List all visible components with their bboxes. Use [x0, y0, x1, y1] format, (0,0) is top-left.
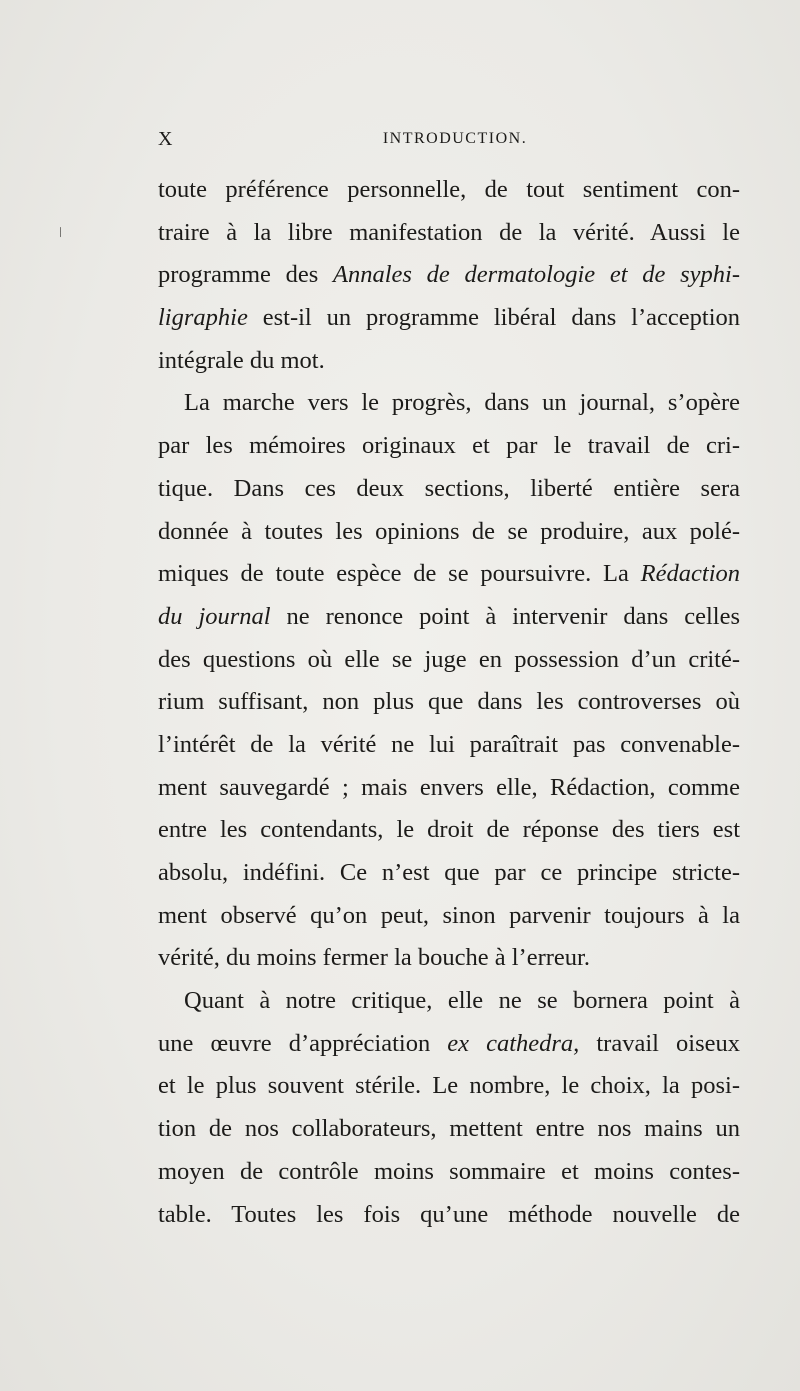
text-line: une œuvre d’appréciation ex cathedra, travail oiseux: [158, 1029, 740, 1057]
text-line: La marche vers le progrès, dans un journal, s’opère: [184, 389, 740, 417]
text-line: traire à la libre manifestation de la vérité. Aussi le: [158, 218, 740, 246]
text-line: toute préférence personnelle, de tout sentiment con-: [158, 176, 740, 203]
text-line: ment sauvegardé ; mais envers elle, Rédaction, comme: [158, 773, 740, 801]
italic-term: Rédaction: [640, 560, 740, 588]
text-line: ment observé qu’on peut, sinon parvenir toujours à la: [158, 901, 740, 929]
pencil-mark: /: [56, 225, 66, 241]
text-line: ligraphie est-il un programme libéral dans l’acception: [158, 304, 740, 332]
text-line: Quant à notre critique, elle ne se bornera point à: [184, 987, 740, 1015]
page-number: X: [158, 128, 174, 150]
text-line: des questions où elle se juge en possession d’un crité-: [158, 645, 740, 673]
text-line: tion de nos collaborateurs, mettent entre nos mains un: [158, 1115, 740, 1143]
italic-title: ligraphie: [158, 304, 248, 332]
text-line: intégrale du mot.: [158, 346, 325, 374]
text-line: moyen de contrôle moins sommaire et moins contes-: [158, 1157, 740, 1185]
running-title: INTRODUCTION.: [382, 130, 528, 147]
text-line: donnée à toutes les opinions de se produire, aux polé-: [158, 517, 740, 545]
text-line: vérité, du moins fermer la bouche à l’erreur.: [158, 944, 590, 972]
text-line: l’intérêt de la vérité ne lui paraîtrait pas convenable-: [158, 730, 740, 758]
text-line: tique. Dans ces deux sections, liberté entière sera: [158, 474, 740, 502]
text-line: miques de toute espèce de se poursuivre. La Rédaction: [158, 560, 740, 588]
text-line: table. Toutes les fois qu’une méthode nouvelle de: [158, 1200, 740, 1228]
italic-term: ex cathedra,: [447, 1029, 580, 1057]
text-line: rium suffisant, non plus que dans les controverses où: [158, 688, 740, 716]
text-line: du journal ne renonce point à intervenir dans celles: [158, 602, 740, 630]
text-line: par les mémoires originaux et par le travail de cri-: [158, 432, 740, 460]
page-header: [158, 128, 738, 154]
italic-term: du journal: [158, 602, 271, 630]
body-text: [158, 169, 740, 1236]
text-line: entre les contendants, le droit de réponse des tiers est: [158, 816, 740, 844]
text-line: et le plus souvent stérile. Le nombre, le choix, la posi-: [158, 1072, 740, 1100]
text-line: absolu, indéfini. Ce n’est que par ce principe stricte-: [158, 859, 740, 886]
italic-title: Annales de dermatologie et de syphi-: [333, 261, 740, 289]
text-line: programme des Annales de dermatologie et de syphi-: [158, 261, 740, 289]
